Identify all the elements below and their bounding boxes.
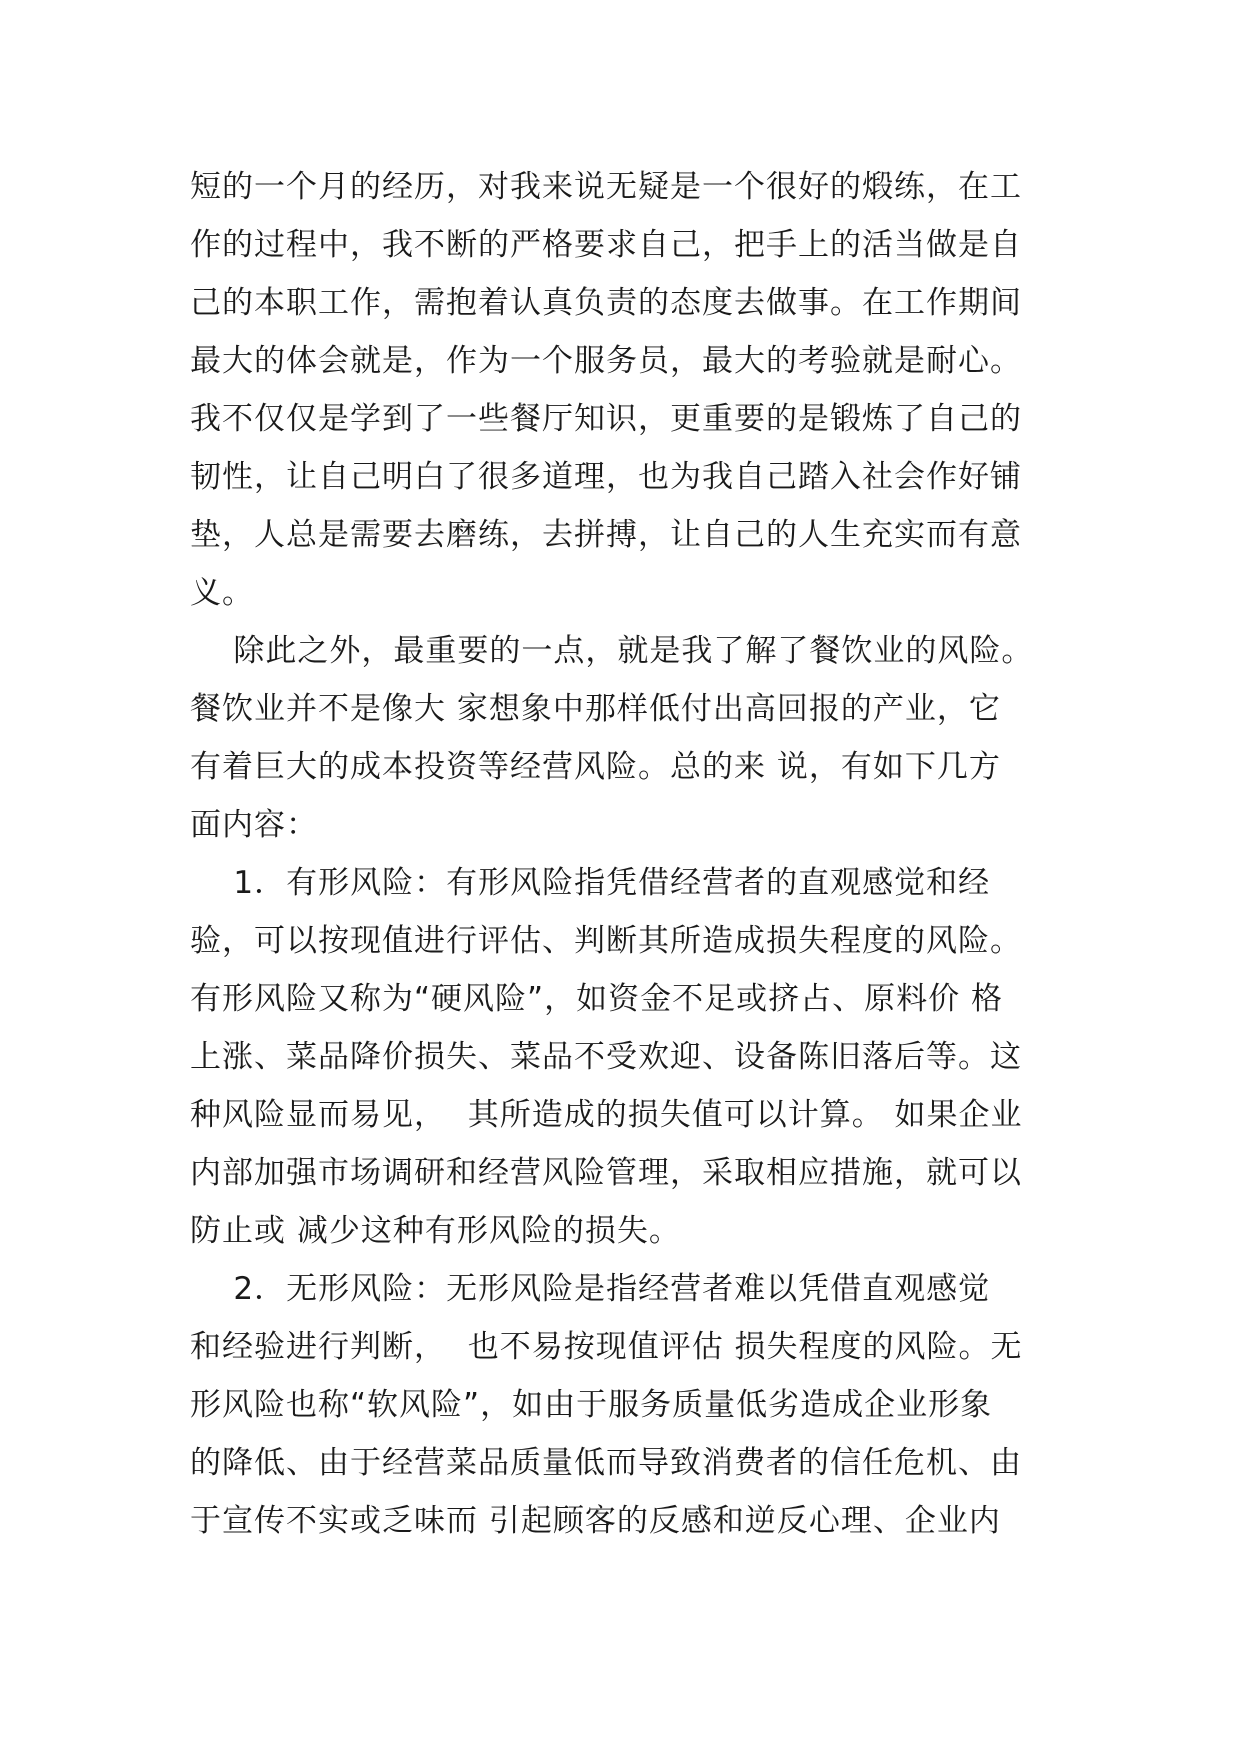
text-line: 的降低、由于经营菜品质量低而导致消费者的信任危机、由 xyxy=(190,1445,1022,1481)
text-line: 有着巨大的成本投资等经营风险。总的来 说，有如下几方 xyxy=(190,749,1001,785)
text-line: 种风险显而易见， 其所造成的损失值可以计算。 如果企业 xyxy=(190,1097,1023,1133)
text-line: 于宣传不实或乏味而 引起顾客的反感和逆反心理、企业内 xyxy=(190,1503,1001,1539)
text-line: 韧性，让自己明白了很多道理，也为我自己踏入社会作好铺 xyxy=(190,459,1022,495)
text-line: 形风险也称“软风险”，如由于服务质量低劣造成企业形象 xyxy=(190,1387,993,1423)
text-line: 内部加强市场调研和经营风险管理，采取相应措施，就可以 xyxy=(190,1155,1022,1191)
body-text xyxy=(190,158,1050,1550)
text-line: 最大的体会就是，作为一个服务员，最大的考验就是耐心。 xyxy=(190,343,1022,379)
text-line: 我不仅仅是学到了一些餐厅知识，更重要的是锻炼了自己的 xyxy=(190,401,1022,437)
text-line: 垫，人总是需要去磨练，去拼搏，让自己的人生充实而有意 xyxy=(190,517,1022,553)
text-line: 作的过程中，我不断的严格要求自己，把手上的活当做是自 xyxy=(190,227,1022,263)
text-line: 防止或 减少这种有形风险的损失。 xyxy=(190,1213,681,1249)
text-line: 2．无形风险：无形风险是指经营者难以凭借直观感觉 xyxy=(190,1271,991,1307)
text-line: 除此之外，最重要的一点，就是我了解了餐饮业的风险。 xyxy=(190,633,1034,669)
text-line: 短的一个月的经历，对我来说无疑是一个很好的煅练，在工 xyxy=(190,169,1022,205)
text-line: 1．有形风险：有形风险指凭借经营者的直观感觉和经 xyxy=(190,865,991,901)
text-line: 面内容： xyxy=(190,807,318,843)
text-line: 义。 xyxy=(190,575,254,611)
text-line: 己的本职工作，需抱着认真负责的态度去做事。在工作期间 xyxy=(190,285,1022,321)
text-line: 验，可以按现值进行评估、判断其所造成损失程度的风险。 xyxy=(190,923,1022,959)
text-line: 和经验进行判断， 也不易按现值评估 损失程度的风险。无 xyxy=(190,1329,1023,1365)
text-line: 餐饮业并不是像大 家想象中那样低付出高回报的产业，它 xyxy=(190,691,1001,727)
text-line: 上涨、菜品降价损失、菜品不受欢迎、设备陈旧落后等。这 xyxy=(190,1039,1022,1075)
text-line: 有形风险又称为“硬风险”，如资金不足或挤占、原料价 格 xyxy=(190,981,1003,1017)
